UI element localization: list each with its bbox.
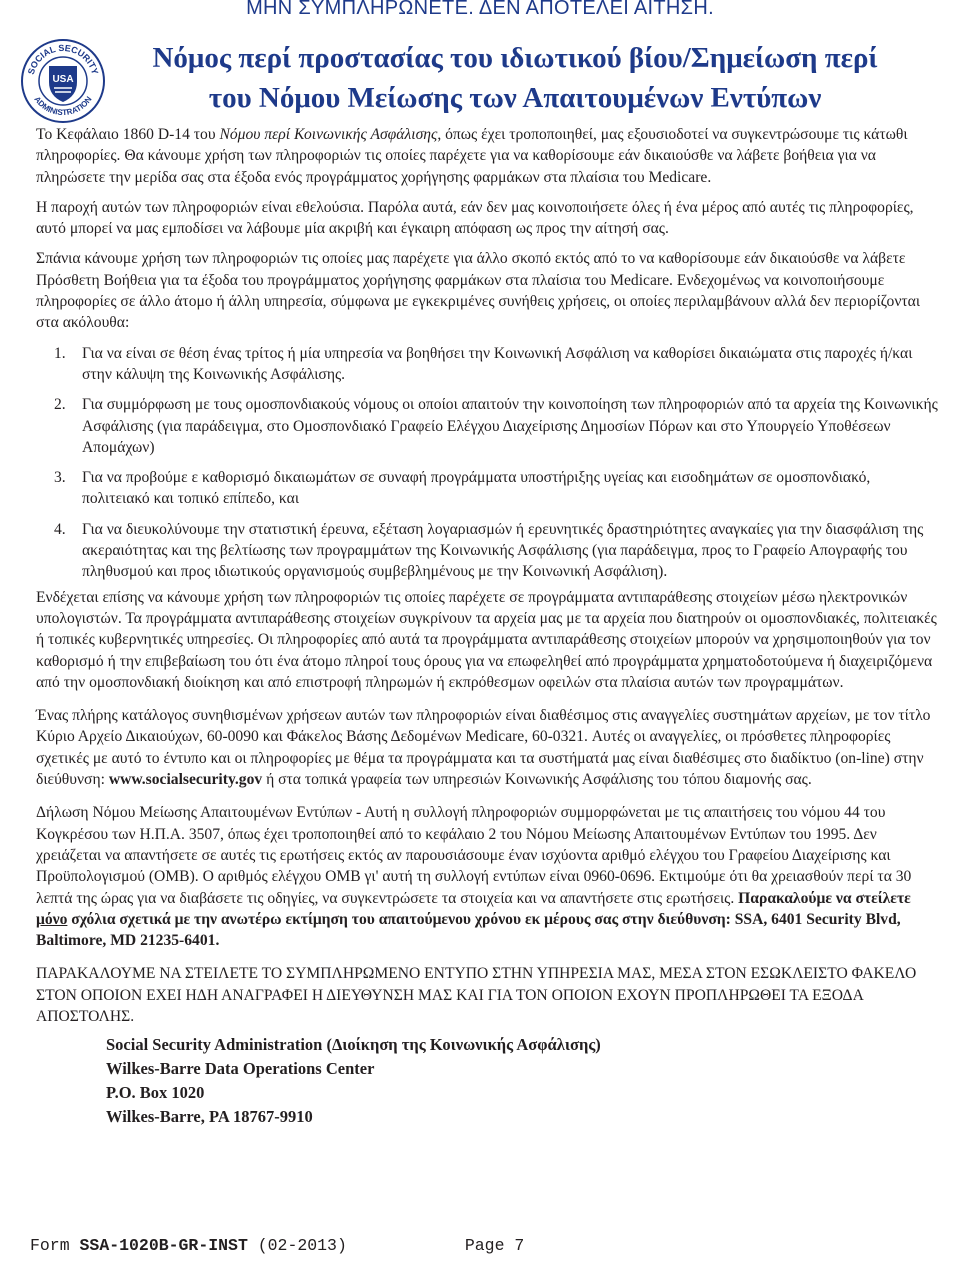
address-line-2: Wilkes-Barre Data Operations Center — [106, 1059, 375, 1079]
mailing-instructions: ΠΑΡΑΚΑΛΟΥΜΕ ΝΑ ΣΤΕΙΛΕΤΕ ΤΟ ΣΥΜΠΛΗΡΩΜΕΝΟ ΕΝΤΥΠΟ ΣΤΗΝ ΥΠΗΡΕΣΙΑ ΜΑΣ, ΜΕΣΑ ΣΤΟΝ ΕΣΩΚΛΕΙΣΤΟ ΦΑΚΕΛΟ ΣΤΟΝ ΟΠΟΙΟΝ ΕΧΕΙ ΗΔΗ ΑΝΑΓΡΑΦΕΙ Η ΔΙΕΥΘΥΝΣΗ ΜΑΣ ΚΑΙ ΓΙΑ ΤΟΝ ΟΠΟΙΟΝ ΕΧΟΥΝ ΠΡΟΠΛΗΡΩΘΕΙ ΤΑ ΕΞΟΔΑ ΑΠΟΣΤΟΛΗΣ. — [36, 965, 917, 1025]
paperwork-regular-text: Δήλωση Νόμου Μείωσης Απαιτουμένων Εντύπων - Αυτή η συλλογή πληροφοριών συμμορφώνεται με τις απαιτήσεις του νόμου 44 του Κογκρέσου των Η.Π.Α. 3507, όπως έχει τροποποιηθεί από το κεφάλαιο 2 του Νόμου Μείωσης Απαιτουμένων Εντύπων του 1995. Δεν χρειάζεται να απαντήσετε σε αυτές τις ερωτήσεις εκτός αν παρουσιάσουμε έναν ισχύοντα αριθμό ελέγχου του Γραφείου Διαχείρισης και Προϋπολογισμού (OMB). Ο αριθμός ελέγχου OMB γι' αυτή τη συλλογή εντύπων είναι 0960-0696. Εκτιμούμε ότι θα χρειασθούν περί τα 30 λεπτά της ώρας για να διαβάσετε τις οδηγίες, να συγκεντρώσετε τα στοιχεία και να απαντήσετε στις ερωτήσεις. — [36, 804, 912, 907]
form-date: (02-2013) — [247, 1236, 347, 1255]
act-name-italic: Νόμου περί Κοινωνικής Ασφάλισης — [219, 126, 438, 143]
paperwork-reduction-paragraph — [36, 802, 938, 951]
routine-uses-list — [36, 343, 938, 583]
list-item — [36, 467, 938, 510]
do-not-fill-notice: ΜΗΝ ΣΥΜΠΛΗΡΩΝΕΤΕ. ΔΕΝ ΑΠΟΤΕΛΕΙ ΑΙΤΗΣΗ. — [246, 0, 714, 19]
page-title — [110, 38, 920, 118]
seal-center-text: USA — [52, 74, 74, 85]
page-number: Page 7 — [464, 1236, 525, 1255]
list-item — [36, 519, 938, 583]
mailing-address — [106, 1033, 938, 1129]
intro-prefix: Το Κεφάλαιο 1860 D-14 του — [36, 126, 220, 143]
routine-uses-list-paragraph — [36, 705, 938, 790]
seal-top-text: SOCIAL SECURITY — [25, 42, 101, 76]
usage-paragraph: Σπάνια κάνουμε χρήση των πληροφοριών τις οποίες μας παρέχετε για άλλο σκοπό εκτός από το να καθορίσουμε εάν δικαιούσθε να λάβετε Πρόσθετη Βοήθεια για τα έξοδα του προγράμματος χορήγησης φαρμάκων στα πλαίσια του Medicare. Ενδεχομένως να κοινοποιήσουμε πληροφορίες σε άλλο άτομο ή άλλη υπηρεσία, σύμφωνα με εγκεκριμένες συνήθεις χρήσεις, οι οποίες περιλαμβάνουν αλλά δεν περιορίζονται στα ακόλουθα: — [36, 250, 921, 332]
title-line-2: του Νόμου Μείωσης των Απαιτουμένων Εντύπων — [208, 82, 822, 114]
address-line-4: Wilkes-Barre, PA 18767-9910 — [106, 1107, 313, 1127]
title-line-1: Νόμος περί προστασίας του ιδιωτικού βίου/Σημείωση περί — [152, 42, 878, 74]
list-text: Για να είναι σε θέση ένας τρίτος ή μία υπηρεσία να βοηθήσει την Κοινωνική Ασφάλιση να καθορίσει δικαιώματα στις παροχές ή/και στην κάλυψη της Κοινωνικής Ασφάλισης. — [82, 344, 913, 383]
ssa-seal-icon — [20, 38, 106, 124]
matching-programs-paragraph: Ενδέχεται επίσης να κάνουμε χρήση των πληροφοριών τις οποίες παρέχετε σε προγράμματα αντιπαράθεσης στοιχείων μέσω ηλεκτρονικών υπολογιστών. Τα προγράμματα αντιπαράθεσης στοιχείων συγκρίνουν τα αρχεία μας με τα αρχεία που διατηρούν οι ομοσπονδιακές, πολιτειακές ή τοπικές κυβερνητικές υπηρεσίες. Οι πληροφορίες από αυτά τα προγράμματα αντιπαράθεσης στοιχείων μπορούν να χρησιμοποιηθούν για τον καθορισμό ή την επιβεβαίωση του ότι ένα άτομο πληροί τους όρους για να επωφεληθεί από προγράμματα χρηματοδοτούμενα ή διαχειριζόμενα από την ομοσπονδιακή διοίκηση και από επιστροφή πληρωμών ή εκπρόθεσμων οφειλών στα πλαίσια αυτών των προγραμμάτων. — [36, 588, 937, 691]
paperwork-bold-a: Παρακαλούμε να στείλετε — [738, 889, 911, 907]
paperwork-bold-underline: μόνο — [36, 910, 68, 928]
form-number: SSA-1020B-GR-INST — [79, 1236, 248, 1255]
list-text: Για να προβούμε ε καθορισμό δικαιωμάτων σε συναφή προγράμματα υποστήριξης υγείας και εισοδημάτων σε ομοσπονδιακό, πολιτειακό και τοπικό επίπεδο, και — [82, 469, 871, 508]
intro-paragraph — [36, 124, 938, 188]
list-text: Για να διευκολύνουμε την στατιστική έρευνα, εξέταση λογαριασμών ή ερευνητικές δραστηριότητες αναγκαίες για την διασφάλιση της ακεραιότητας και της βελτίωσης των προγραμμάτων της Κοινωνικής Ασφάλισης (για παράδειγμα, προς το Γραφείο Απογραφής του πληθυσμού και προς ιδιωτικούς οργανισμούς συμβεβλημένους με την Κοινωνική Ασφάλιση). — [82, 520, 924, 581]
seal-bottom-text: ADMINISTRATION — [32, 94, 94, 118]
page-footer — [30, 1236, 524, 1255]
list-number: 3. — [54, 469, 66, 487]
list-item — [36, 394, 938, 458]
voluntary-paragraph: Η παροχή αυτών των πληροφοριών είναι εθελούσια. Παρόλα αυτά, εάν δεν μας κοινοποιήσετε όλες ή ένα μέρος από αυτές τις πληροφορίες, αυτό μπορεί να μας εμποδίσει να λάβουμε μία ακριβή και έγκαιρη απόφαση ως προς την αίτησή σας. — [36, 198, 914, 238]
intro-rest: , όπως έχει τροποποιηθεί, μας εξουσιοδοτεί να συγκεντρώσουμε τις κάτωθι πληροφορίες. Θα κάνουμε χρήση των πληροφοριών τις οποίες παρέχετε για να καθορίσουμε εάν δικαιούσθε να λάβετε βοήθεια για να πληρώσετε την μερίδα σας στα έξοδα ενός προγράμματος χορήγησης φαρμάκων στα πλαίσια του Medicare. — [36, 126, 908, 186]
list-text: Για συμμόρφωση με τους ομοσπονδιακούς νόμους οι οποίοι απαιτούν την κοινοποίηση των πληροφοριών από τα αρχεία της Κοινωνικής Ασφάλισης (για παράδειγμα, στο Ομοσπονδιακό Γραφείο Ελέγχου Διαχείρισης Δημοσίων Πόρων και στο Υπουργείο Υποθέσεων Απομάχων) — [82, 396, 938, 456]
address-line-1: Social Security Administration (Διοίκηση της Κοινωνικής Ασφάλισης) — [106, 1035, 601, 1055]
paperwork-bold-b: σχόλια σχετικά με την ανωτέρω εκτίμηση του απαιτούμενου χρόνου εκ μέρους σας στην διεύθυνση: SSA, 6401 Security Blvd, Baltimore, MD 21235-6401. — [36, 910, 901, 950]
list-item — [36, 343, 938, 386]
routine-uses-prefix: Ένας πλήρης κατάλογος συνηθισμένων χρήσεων αυτών των πληροφοριών είναι διαθέσιμος στις αναγγελίες συστημάτων αρχείων, με τον τίτλο Κύριο Αρχείο Δικαιούχων, 60-0090 και Φάκελος Βάσης Δεδομένων Medicare, 60-0321. Αυτές οι αναγγελίες, οι πρόσθετες πληροφορίες σχετικές με αυτό το έντυπο και οι πληροφορίες με θέμα τα προγράμματα και τα συστήματά μας είναι διαθέσιμες στο διαδίκτυο (on-line) στην διεύθυνση: — [36, 707, 931, 789]
address-line-3: P.O. Box 1020 — [106, 1083, 205, 1103]
list-number: 4. — [54, 520, 66, 538]
form-label: Form — [30, 1236, 80, 1255]
document-body — [36, 124, 938, 1129]
routine-uses-rest: ή στα τοπικά γραφεία των υπηρεσιών Κοινωνικής Ασφάλισης του τόπου διαμονής σας. — [262, 771, 812, 789]
website-link[interactable]: www.socialsecurity.gov — [108, 771, 263, 789]
list-number: 2. — [54, 396, 66, 414]
list-number: 1. — [54, 344, 66, 362]
